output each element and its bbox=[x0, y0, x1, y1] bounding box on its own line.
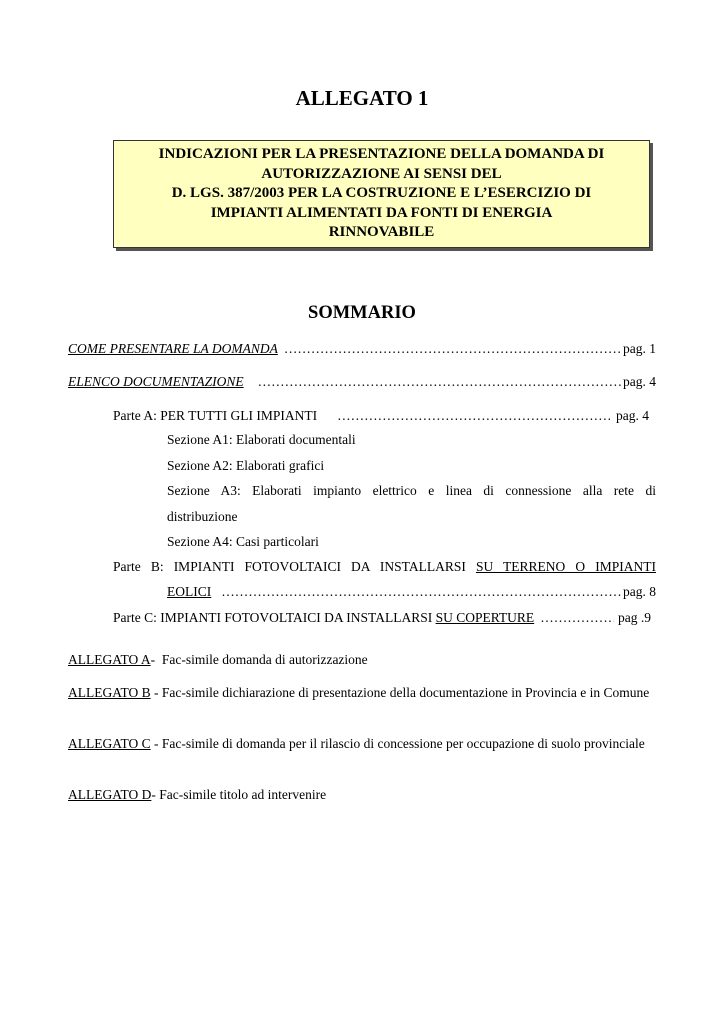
toc-leader bbox=[221, 583, 623, 601]
toc-page: pag. 4 bbox=[616, 408, 649, 423]
toc-parte-b-cont bbox=[167, 583, 656, 601]
allegato-d bbox=[68, 786, 656, 803]
toc-label-underlined: SU TERRENO O IMPIANTI bbox=[475, 559, 656, 574]
toc-leader bbox=[258, 373, 621, 391]
allegato-c bbox=[68, 735, 656, 752]
toc-page: pag. 8 bbox=[623, 584, 656, 599]
box-line: D. LGS. 387/2003 PER LA COSTRUZIONE E L’ESERCIZIO DI bbox=[171, 185, 592, 202]
toc-page: pag. 4 bbox=[623, 374, 656, 389]
sommario-heading: SOMMARIO bbox=[308, 303, 416, 323]
toc-parte-c bbox=[113, 609, 651, 627]
allegato-label: ALLEGATO D bbox=[68, 787, 152, 802]
toc-label-underlined: SU COPERTURE bbox=[435, 610, 535, 625]
toc-parte-b bbox=[113, 558, 656, 576]
box-line: IMPIANTI ALIMENTATI DA FONTI DI ENERGIA bbox=[210, 204, 553, 221]
toc-leader bbox=[284, 340, 621, 358]
toc-page: pag .9 bbox=[618, 610, 651, 625]
toc-elenco[interactable] bbox=[68, 373, 656, 391]
allegato-label: ALLEGATO C bbox=[68, 736, 151, 751]
toc-label[interactable]: ELENCO DOCUMENTAZIONE bbox=[68, 374, 244, 389]
allegato-label: ALLEGATO A bbox=[68, 652, 151, 667]
allegato-desc: Fac-simile di domanda per il rilascio di concessione per occupazione di suolo provinciale bbox=[161, 736, 645, 751]
toc-come-presentare[interactable] bbox=[68, 340, 656, 358]
toc-leader bbox=[337, 407, 610, 425]
toc-sezione-a2: Sezione A2: Elaborati grafici bbox=[167, 458, 325, 473]
toc-sezione-a3: Sezione A3: Elaborati impianto elettrico e linea di connessione alla rete di bbox=[167, 483, 656, 498]
document-title: ALLEGATO 1 bbox=[295, 86, 429, 110]
allegato-sep: - bbox=[151, 787, 160, 802]
allegato-a bbox=[68, 651, 656, 668]
box-line: AUTORIZZAZIONE AI SENSI DEL bbox=[261, 165, 502, 182]
toc-leader bbox=[540, 609, 614, 627]
toc-parte-a[interactable] bbox=[113, 407, 649, 425]
toc-label: Parte A: PER TUTTI GLI IMPIANTI bbox=[113, 408, 318, 423]
toc-label: Parte B: IMPIANTI FOTOVOLTAICI DA INSTALLARSI bbox=[113, 559, 466, 574]
allegato-sep: - bbox=[150, 685, 162, 700]
allegato-desc: Fac-simile domanda di autorizzazione bbox=[161, 652, 368, 667]
title-box bbox=[113, 140, 650, 248]
toc-label: Parte C: IMPIANTI FOTOVOLTAICI DA INSTALLARSI bbox=[113, 610, 433, 625]
allegato-sep: - bbox=[150, 652, 162, 667]
toc-sezione-a1: Sezione A1: Elaborati documentali bbox=[167, 432, 356, 447]
allegato-desc: Fac-simile titolo ad intervenire bbox=[159, 787, 327, 802]
toc-sezione-a3-cont: distribuzione bbox=[167, 509, 238, 524]
toc-label[interactable]: COME PRESENTARE LA DOMANDA bbox=[68, 341, 278, 356]
toc-label-underlined: EOLICI bbox=[167, 584, 212, 599]
allegato-b bbox=[68, 684, 656, 701]
box-line: RINNOVABILE bbox=[328, 224, 435, 241]
box-line: INDICAZIONI PER LA PRESENTAZIONE DELLA DOMANDA DI bbox=[158, 146, 605, 163]
allegato-label: ALLEGATO B bbox=[68, 685, 151, 700]
toc-page: pag. 1 bbox=[623, 341, 656, 356]
allegato-sep: - bbox=[150, 736, 162, 751]
allegato-desc: Fac-simile dichiarazione di presentazione della documentazione in Provincia e in Comune bbox=[161, 685, 650, 700]
toc-sezione-a4: Sezione A4: Casi particolari bbox=[167, 534, 319, 549]
